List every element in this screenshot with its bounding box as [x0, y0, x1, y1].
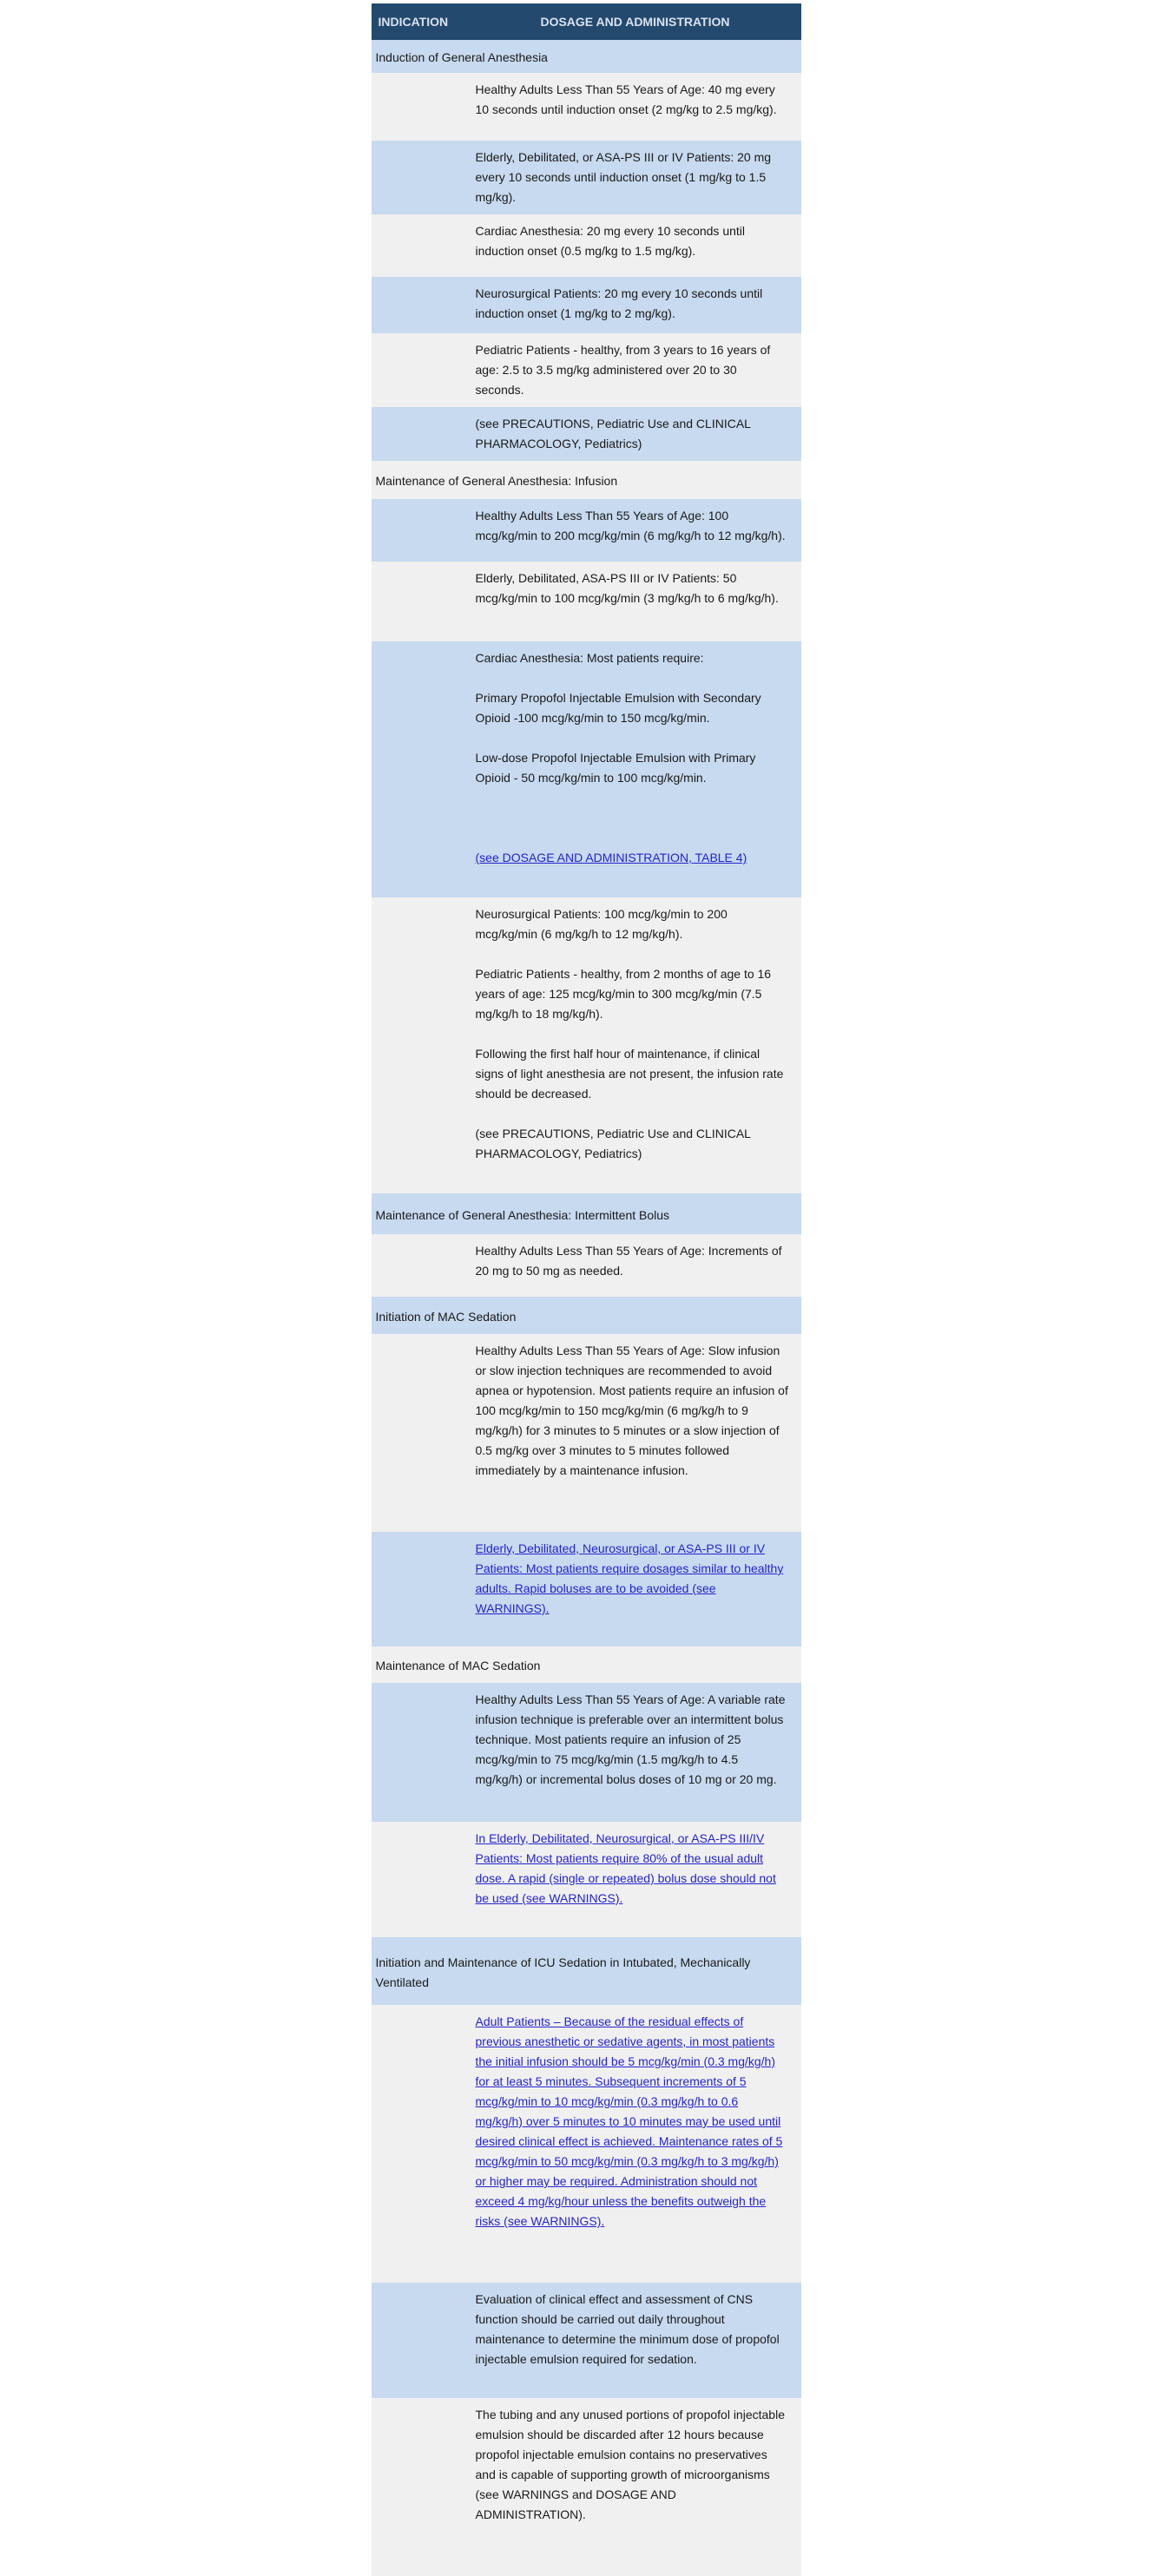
- table-row: [372, 1334, 801, 1532]
- section-row: [372, 1937, 801, 2005]
- dosage-paragraph: The tubing and any unused portions of propofol injectable emulsion should be discarded after 12 hours because propofol injectable emulsion contains no preservatives and is capable of supporting growth of microorganisms (see WARNINGS and DOSAGE AND ADMINISTRATION).: [475, 2408, 785, 2521]
- section-row: [372, 1193, 801, 1234]
- section-title-cell: Maintenance of General Anesthesia: Infusion: [372, 461, 801, 499]
- table-row: [372, 277, 801, 333]
- indication-cell: [372, 1234, 470, 1297]
- section-title-cell: Initiation of MAC Sedation: [372, 1297, 801, 1334]
- table-row: [372, 562, 801, 641]
- section-title-cell: Maintenance of General Anesthesia: Intermittent Bolus: [372, 1193, 801, 1234]
- section-row: [372, 1297, 801, 1334]
- dosage-paragraph: Pediatric Patients - healthy, from 3 years to 16 years of age: 2.5 to 3.5 mg/kg administered over 20 to 30 seconds.: [475, 343, 771, 397]
- dosage-paragraph: Evaluation of clinical effect and assessment of CNS function should be carried out daily throughout maintenance to determine the minimum dose of propofol injectable emulsion required for sedation.: [475, 2292, 780, 2366]
- page: [0, 3, 1172, 2576]
- section-row: [372, 461, 801, 499]
- dosage-cell: [470, 333, 801, 407]
- section-row: [372, 1646, 801, 1683]
- section-title-cell: Initiation and Maintenance of ICU Sedation in Intubated, Mechanically Ventilated: [372, 1937, 801, 2005]
- dosage-cell: [470, 897, 801, 1193]
- dosage-cell: [470, 1532, 801, 1646]
- dosage-cell: [470, 1822, 801, 1937]
- table-row: [372, 214, 801, 277]
- indication-cell: [372, 407, 470, 461]
- dosage-paragraph: Elderly, Debilitated, or ASA-PS III or IV Patients: 20 mg every 10 seconds until induction onset (1 mg/kg to 1.5 mg/kg).: [475, 150, 772, 204]
- dosage-paragraph: Healthy Adults Less Than 55 Years of Age: 100 mcg/kg/min to 200 mcg/kg/min (6 mg/kg/h to 12 mg/kg/h).: [475, 509, 786, 542]
- dosage-cell: [470, 277, 801, 333]
- dosage-cell: [470, 141, 801, 214]
- dosage-paragraph: [476, 848, 789, 868]
- table-row: [372, 333, 801, 407]
- table-row: [372, 2283, 801, 2398]
- dosage-cell: [470, 214, 801, 277]
- indication-cell: [372, 1532, 470, 1646]
- dosage-cell: [470, 73, 801, 141]
- indication-cell: [372, 2005, 470, 2283]
- indication-cell: [372, 562, 470, 641]
- indication-cell: [372, 333, 470, 407]
- table-row: [372, 141, 801, 214]
- cross-reference-link[interactable]: Adult Patients – Because of the residual effects of previous anesthetic or sedative agents, in most patients the initial infusion should be 5 mcg/kg/min (0.3 mg/kg/h) for at least 5 minutes. Subsequent increments of 5 mcg/kg/min to 10 mcg/kg/min (0.3 mg/kg/h to 0.6 mg/kg/h) over 5 minutes to 10 minutes may be used until desired clinical effect is achieved. Maintenance rates of 5 mcg/kg/min to 50 mcg/kg/min (0.3 mg/kg/h to 3 mg/kg/h) or higher may be required. Administration should not exceed 4 mg/kg/hour unless the benefits outweigh the risks (see WARNINGS).: [475, 2014, 783, 2228]
- indication-cell: [372, 141, 470, 214]
- dosage-cell: [470, 1234, 801, 1297]
- indication-cell: [372, 1822, 470, 1937]
- spacer-paragraph: [476, 808, 789, 828]
- dosage-paragraph: (see PRECAUTIONS, Pediatric Use and CLINICAL PHARMACOLOGY, Pediatrics): [475, 1127, 751, 1160]
- indication-column-header: INDICATION: [372, 3, 470, 40]
- indication-cell: [372, 1683, 470, 1822]
- dosage-cell: [470, 499, 801, 562]
- dosage-paragraph: Healthy Adults Less Than 55 Years of Age: Increments of 20 mg to 50 mg as needed.: [475, 1244, 782, 1278]
- indication-cell: [372, 897, 470, 1193]
- dosage-paragraph: [476, 1829, 789, 1909]
- table-row: [372, 2398, 801, 2576]
- cross-reference-link[interactable]: Elderly, Debilitated, Neurosurgical, or ASA-PS III or IV Patients: Most patients require dosages similar to healthy adults. Rapid boluses are to be avoided (see WARNINGS).: [475, 1541, 784, 1615]
- dosage-paragraph: Neurosurgical Patients: 20 mg every 10 seconds until induction onset (1 mg/kg to 2 mg/kg).: [475, 286, 763, 320]
- table-header-row: [372, 3, 801, 40]
- dosage-column-header: DOSAGE AND ADMINISTRATION: [470, 3, 801, 40]
- dosage-cell: [470, 641, 801, 897]
- dosage-paragraph: (see PRECAUTIONS, Pediatric Use and CLINICAL PHARMACOLOGY, Pediatrics): [475, 417, 751, 450]
- indication-cell: [372, 277, 470, 333]
- table-row: [372, 407, 801, 461]
- dosage-cell: [470, 407, 801, 461]
- table-row: [372, 1683, 801, 1822]
- table-row: [372, 1822, 801, 1937]
- dosage-paragraph: Healthy Adults Less Than 55 Years of Age: 40 mg every 10 seconds until induction onset (2 mg/kg to 2.5 mg/kg).: [475, 82, 777, 116]
- dosage-paragraph: Healthy Adults Less Than 55 Years of Age: A variable rate infusion technique is preferable over an intermittent bolus technique. Most patients require an infusion of 25 mcg/kg/min to 75 mcg/kg/min (1.5 mg/kg/h to 4.5 mg/kg/h) or incremental bolus doses of 10 mg or 20 mg.: [475, 1692, 786, 1786]
- dosage-table: [372, 3, 801, 2576]
- section-row: [372, 40, 801, 73]
- dosage-cell: [470, 562, 801, 641]
- table-row: [372, 499, 801, 562]
- table-row: [372, 2005, 801, 2283]
- indication-cell: [372, 641, 470, 897]
- dosage-paragraph: Neurosurgical Patients: 100 mcg/kg/min to 200 mcg/kg/min (6 mg/kg/h to 12 mg/kg/h).: [475, 907, 728, 941]
- cross-reference-link[interactable]: In Elderly, Debilitated, Neurosurgical, or ASA-PS III/IV Patients: Most patients require 80% of the usual adult dose. A rapid (single or repeated) bolus dose should not be used (see WARNINGS).: [475, 1831, 776, 1905]
- table-row: [372, 1234, 801, 1297]
- dosage-cell: [470, 2283, 801, 2398]
- cross-reference-link[interactable]: (see DOSAGE AND ADMINISTRATION, TABLE 4): [475, 851, 747, 864]
- indication-cell: [372, 73, 470, 141]
- table-row: [372, 897, 801, 1193]
- dosage-cell: [470, 1334, 801, 1532]
- dosage-paragraph: [476, 1539, 789, 1619]
- dosage-paragraph: Following the first half hour of maintenance, if clinical signs of light anesthesia are not present, the infusion rate should be decreased.: [475, 1047, 784, 1101]
- section-title-cell: Maintenance of MAC Sedation: [372, 1646, 801, 1683]
- indication-cell: [372, 1334, 470, 1532]
- dosage-cell: [470, 2398, 801, 2576]
- indication-cell: [372, 214, 470, 277]
- dosage-paragraph: Low-dose Propofol Injectable Emulsion with Primary Opioid - 50 mcg/kg/min to 100 mcg/kg/min.: [475, 751, 756, 785]
- dosage-paragraph: [476, 2012, 789, 2231]
- dosage-paragraph: Pediatric Patients - healthy, from 2 months of age to 16 years of age: 125 mcg/kg/min to 300 mcg/kg/min (7.5 mg/kg/h to 18 mg/kg/h).: [475, 967, 772, 1021]
- dosage-paragraph: Healthy Adults Less Than 55 Years of Age: Slow infusion or slow injection techniques are recommended to avoid apnea or hypotension. Most patients require an infusion of 100 mcg/kg/min to 150 mcg/kg/min (6 mg/kg/h to 9 mg/kg/h) for 3 minutes to 5 minutes or a slow injection of 0.5 mg/kg over 3 minutes to 5 minutes followed immediately by a maintenance infusion.: [475, 1344, 788, 1477]
- table-row: [372, 641, 801, 897]
- indication-cell: [372, 499, 470, 562]
- table-body: [372, 40, 801, 2576]
- dosage-paragraph: Cardiac Anesthesia: Most patients require:: [475, 651, 704, 665]
- indication-cell: [372, 2283, 470, 2398]
- table-row: [372, 73, 801, 141]
- dosage-paragraph: Primary Propofol Injectable Emulsion with Secondary Opioid -100 mcg/kg/min to 150 mcg/kg/min.: [475, 691, 761, 725]
- dosage-cell: [470, 1683, 801, 1822]
- table-row: [372, 1532, 801, 1646]
- dosage-paragraph: Cardiac Anesthesia: 20 mg every 10 seconds until induction onset (0.5 mg/kg to 1.5 mg/kg).: [475, 224, 746, 258]
- dosage-cell: [470, 2005, 801, 2283]
- section-title-cell: Induction of General Anesthesia: [372, 40, 801, 73]
- indication-cell: [372, 2398, 470, 2576]
- dosage-paragraph: Elderly, Debilitated, ASA-PS III or IV Patients: 50 mcg/kg/min to 100 mcg/kg/min (3 mg/kg/h to 6 mg/kg/h).: [475, 571, 779, 605]
